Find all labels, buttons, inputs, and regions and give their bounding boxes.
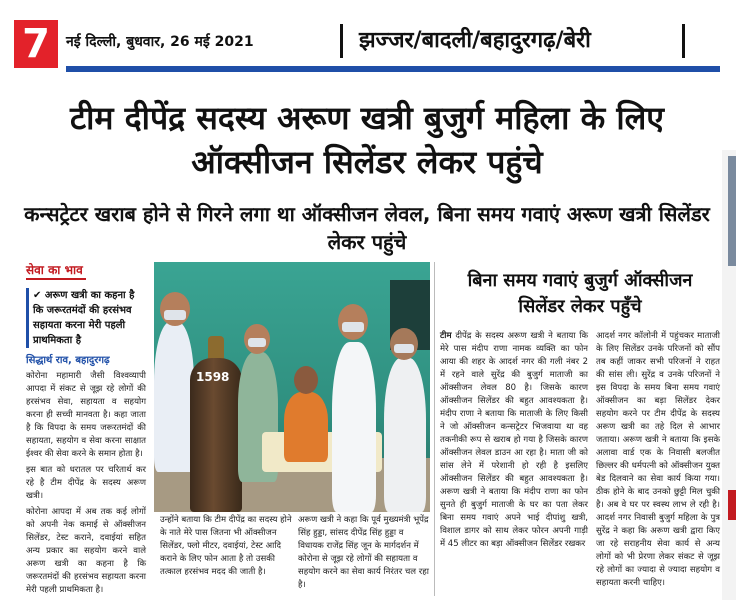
body-text: आदर्श नगर कॉलोनी में पहुंचकर माताजी के लिए सिलेंडर उनके परिजनों को सौंप तब कहीं जाकर सभी परिजनों ने राहत की सांस ली। सुरेंद्र व उनके परिजनों ने इस विपदा के समय बिना समय गवाएं ऑक्सीजन का बड़ा सिलेंडर देकर सहयोग करने पर टीम दीपेंद्र के सदस्य अरूण खत्री का तहे दिल से आभार जताया। अरूण खत्री ने बताया कि इसके अलावा वार्ड एक के निवासी बलजीत छिल्लर की धर्मपत्नी को ऑक्सीजन युक्त बेड दिलवाने का सेवा कार्य किया गया। ठीक होने के बाद उनको छुट्टी मिल चुकी है। अब वे घर पर स्वस्थ लाभ ले रही है। आदर्श नगर निवासी बुजुर्ग महिला के पुत्र सुरेंद्र ने कहा कि अरूण खत्री द्वारा किए जा रहे सराहनीय सेवा कार्य से अन्य लोगों को भी प्रेरणा लेकर संकट से जूझ रहे लोगों का ज्यादा से ज्यादा सहयोग व सहायता करनी चाहिए। bbox=[596, 331, 720, 588]
headline: टीम दीपेंद्र सदस्य अरूण खत्री बुजुर्ग महिला के लिए ऑक्सीजन सिलेंडर लेकर पहुंचे bbox=[69, 99, 665, 181]
photo-caption-right: अरूण खत्री ने कहा कि पूर्व मुख्यमंत्री भूपेंद्र सिंह हुड्डा, सांसद दीपेंद्र सिंह हुड्डा व विधायक राजेंद्र सिंह जून के मार्गदर्शन में कोरोना से जूझ रहे लोगों की सहायता व सहयोग करने का सेवा कार्य निरंतर चल रहा है। bbox=[298, 515, 429, 590]
right-headline: बिना समय गवाएं बुजुर्ग ऑक्सीजन सिलेंडर लेकर पहुँचे bbox=[467, 270, 693, 317]
divider bbox=[340, 24, 343, 58]
body-text: दीपेंद्र के सदस्य अरूण खत्री ने बताया कि मेरे पास मंदीप राणा नामक व्यक्ति का फोन आया की शहर के आदर्श नगर की गली नंबर 2 में रहने वाले सुरेंद्र की बुजुर्ग माताजी का ऑक्सीजन लेवल 80 है। जिसके कारण ऑक्सीजन सिलेंडर की बहुत आवश्यकता है। मंदीप राणा ने बताया कि माताजी के लिए किसी ने जो ऑक्सीजन कन्सट्रेटर भिजवाया था वह तकनीकी रूप से खराब हो गया है जिसके कारण ऑक्सीजन लेवल डाउन आ रहा है। माता जी को सांस लेने में परेशानी हो रही है इसलिए ऑक्सीजन सिलेंडर की बहुत आवश्यकता है। अरूण खत्री ने बताया कि मंदीप राणा का फोन सुनते ही बुजुर्ग माताजी के घर का पता लेकर बिना समय गवाएं अपने भाई दीपांशु खत्री, विशाल डागर को साथ लेकर फोरन अपनी गाड़ी में 45 लीटर का बड़ा ऑक्सीजन सिलेंडर रखकर bbox=[440, 331, 588, 549]
section-label: सेवा का भाव bbox=[26, 262, 86, 280]
body-paragraph: कोरोना महामारी जैसी विश्वव्यापी आपदा में संकट से जूझ रहे लोगों की हरसंभव सेवा, सहायता व सहयोग करना ही सच्ची मानवता है। कहा जाता है कि विपदा के समय जरूरतमंदों की सहायता, सहयोग व सेवा करना साक्षात ईश्वर की सेवा करने के समान होता है। bbox=[26, 371, 146, 459]
photo-head bbox=[160, 292, 190, 326]
subheadline: कन्सट्रेटर खराब होने से गिरने लगा था ऑक्सीजन लेवल, बिना समय गवाएं अरूण खत्री सिलेंडर लेकर पहुंचे bbox=[24, 202, 710, 254]
photo-mask bbox=[164, 310, 186, 320]
pull-quote: ✔ अरूण खत्री का कहना है कि जरूरतमंदों की हरसंभव सहायता करना मेरी पहली प्राथमिकता है bbox=[26, 288, 146, 348]
region-title: झज्जर/बादली/बहादुरगढ़/बेरी bbox=[359, 28, 591, 53]
header-rule bbox=[66, 66, 720, 72]
page-number: 7 bbox=[14, 20, 58, 68]
photo-caption-left: उन्होंने बताया कि टीम दीपेंद्र का सदस्य होने के नाते मेरे पास जितना भी ऑक्सीजन सिलेंडर, फ्लो मीटर, दवाईयां, टेस्ट आदि कराने के लिए फोन आता है तो उसकी तत्काल हरसंभव मदद की जाती है। bbox=[160, 515, 292, 577]
photo-person bbox=[284, 392, 328, 462]
adjacent-photo bbox=[728, 156, 736, 266]
photo-head bbox=[294, 366, 318, 394]
column-rule bbox=[434, 262, 435, 596]
news-photo bbox=[154, 262, 430, 512]
dateline: नई दिल्ली, बुधवार, 26 मई 2021 bbox=[66, 34, 254, 50]
page-header bbox=[14, 18, 720, 74]
lead-word: टीम bbox=[440, 331, 452, 341]
cylinder-number: 1598 bbox=[196, 370, 230, 384]
photo-mask bbox=[342, 322, 364, 332]
adjacent-accent bbox=[728, 490, 736, 520]
left-column bbox=[26, 262, 146, 600]
body-column bbox=[596, 330, 720, 590]
photo-person bbox=[384, 358, 426, 512]
photo-person bbox=[332, 342, 376, 512]
photo-mask bbox=[248, 338, 266, 347]
adjacent-page-edge bbox=[722, 150, 736, 600]
divider bbox=[682, 24, 685, 58]
body-paragraph: कोरोना आपदा में अब तक कई लोगों को अपनी नेक कमाई से ऑक्सीजन सिलेंडर, टेस्ट कराने, दवाईयां सहित अन्य प्रकार का सहयोग करने वाले अरूण खत्री का कहना है कि जरूरतमंदों की हरसंभव सहायता करना मेरी पहली प्राथमिकता है। bbox=[26, 507, 146, 595]
body-paragraph: इस बात को धरातल पर चरितार्थ कर रहे है टीम दीपेंद्र के सदस्य अरूण खत्री। bbox=[26, 465, 146, 501]
byline: सिद्धार्थ राव, बहादुरगढ़ bbox=[26, 355, 110, 366]
body-column bbox=[440, 330, 588, 551]
photo-mask bbox=[394, 344, 414, 353]
photo-person bbox=[154, 322, 194, 472]
